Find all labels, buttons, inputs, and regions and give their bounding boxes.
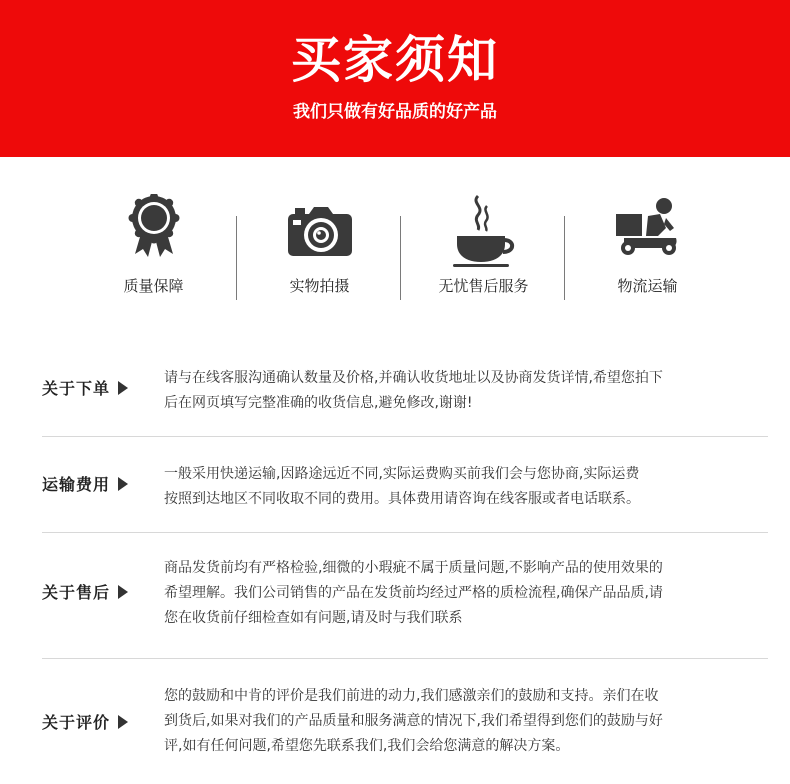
arrow-right-icon (118, 715, 128, 729)
section-text: 一般采用快递运输,因路途远近不同,实际运费购买前我们会与您协商,实际运费 按照到达地区不同收取不同的费用。具体费用请咨询在线客服或者电话联系。 (164, 466, 640, 507)
feature-label: 无忧售后服务 (438, 277, 529, 295)
section-shipping (42, 462, 768, 518)
divider (42, 658, 768, 659)
section-title: 关于下单 (42, 378, 128, 400)
section-title: 运输费用 (42, 474, 128, 496)
header-banner (0, 0, 790, 157)
section-text: 商品发货前均有严格检验,细微的小瑕疵不属于质量问题,不影响产品的使用效果的 希望理解。我们公司销售的产品在发货前均经过严格的质检流程,确保产品品质,请 您在收货前仔细检查如有问题,请及时与我们联系 (164, 560, 663, 626)
arrow-right-icon (118, 477, 128, 491)
divider (42, 532, 768, 533)
quality-medal-icon (72, 194, 235, 268)
section-text: 请与在线客服沟通确认数量及价格,并确认收货地址以及协商发货详情,希望您拍下 后在网页填写完整准确的收货信息,避免修改,谢谢! (164, 370, 663, 411)
section-ordering (42, 366, 768, 422)
divider (42, 436, 768, 437)
feature-quality (72, 190, 235, 310)
section-reviews (42, 684, 768, 764)
arrow-right-icon (118, 585, 128, 599)
coffee-cup-icon (402, 194, 565, 268)
page-title: 买家须知 (291, 31, 499, 89)
section-after-sales (42, 556, 768, 636)
feature-row (72, 190, 726, 310)
feature-after-sales (402, 190, 565, 310)
feature-photo (238, 190, 401, 310)
delivery-scooter-icon (566, 194, 729, 268)
feature-label: 质量保障 (123, 277, 184, 295)
feature-label: 物流运输 (617, 277, 678, 295)
camera-icon (238, 194, 401, 268)
arrow-right-icon (118, 381, 128, 395)
section-title: 关于评价 (42, 712, 128, 734)
section-text: 您的鼓励和中肯的评价是我们前进的动力,我们感激亲们的鼓励和支持。亲们在收 到货后,如果对我们的产品质量和服务满意的情况下,我们希望得到您们的鼓励与好 评,如有任何问题,希望您先联系我们,我们会给您满意的解决方案。 (164, 688, 663, 754)
feature-label: 实物拍摄 (289, 277, 350, 295)
divider (400, 216, 401, 300)
divider (236, 216, 237, 300)
page-subtitle: 我们只做有好品质的好产品 (293, 102, 497, 122)
divider (564, 216, 565, 300)
feature-logistics (566, 190, 729, 310)
section-title: 关于售后 (42, 582, 128, 604)
